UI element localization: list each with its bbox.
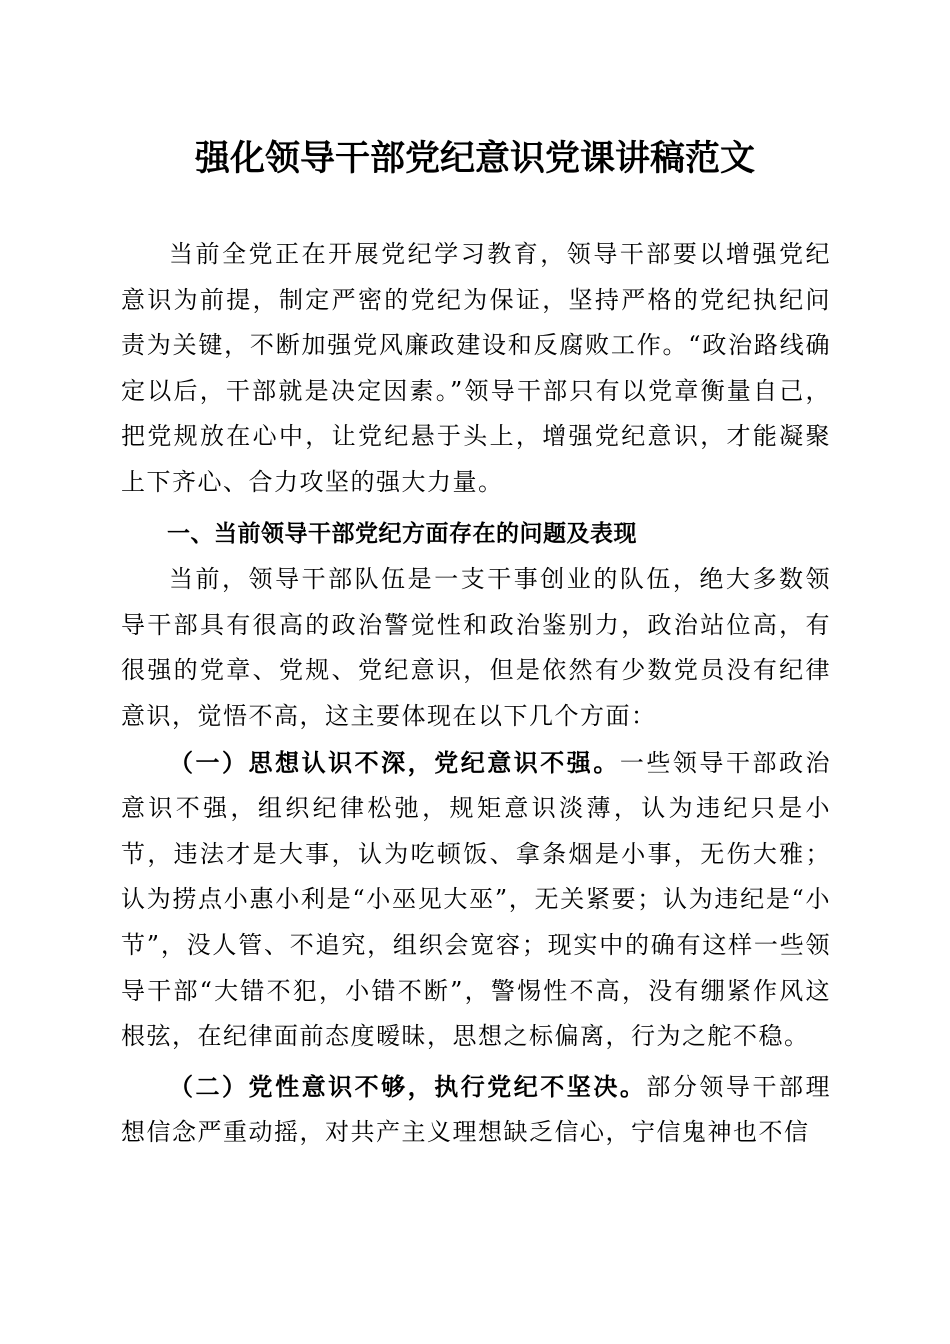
section-1-paragraph: 当前，领导干部队伍是一支干事创业的队伍，绝大多数领导干部具有很高的政治警觉性和政治鉴别力，政治站位高，有很强的党章、党规、党纪意识，但是依然有少数党员没有纪律意识，觉悟不高，这主要体现在以下几个方面： <box>121 565 831 730</box>
section-heading-1: 一、当前领导干部党纪方面存在的问题及表现 <box>167 520 637 547</box>
subsection-2-paragraph <box>121 1064 831 1156</box>
subsection-1-text: 一些领导干部政治意识不强，组织纪律松弛，规矩意识淡薄，认为违纪只是小节，违法才是大事，认为吃顿饭、拿条烟是小事，无伤大雅；认为捞点小惠小利是“小巫见大巫”，无关紧要；认为违纪是“小节”，没人管、不追究，组织会宽容；现实中的确有这样一些领导干部“大错不犯，小错不断”，警惕性不高，没有绷紧作风这根弦，在纪律面前态度暧昧，思想之标偏离，行为之舵不稳。 <box>121 748 832 1051</box>
subsection-2-text: 部分领导干部理想信念严重动摇，对共产主义理想缺乏信心，宁信鬼神也不信 <box>121 1072 831 1147</box>
subsection-1-paragraph <box>121 740 831 1060</box>
document-title: 强化领导干部党纪意识党课讲稿范文 <box>194 138 755 179</box>
intro-paragraph: 当前全党正在开展党纪学习教育，领导干部要以增强党纪意识为前提，制定严密的党纪为保证，坚持严格的党纪执纪问责为关键，不断加强党风廉政建设和反腐败工作。“政治路线确定以后，干部就是决定因素。”领导干部只有以党章衡量自己，把党规放在心中，让党纪悬于头上，增强党纪意识，才能凝聚上下齐心、合力攻坚的强大力量。 <box>121 240 831 496</box>
subsection-1-heading: （一）思想认识不深，党纪意识不强。 <box>169 747 620 777</box>
document-body <box>121 232 831 1156</box>
subsection-2-heading: （二）党性意识不够，执行党纪不坚决。 <box>169 1071 647 1101</box>
